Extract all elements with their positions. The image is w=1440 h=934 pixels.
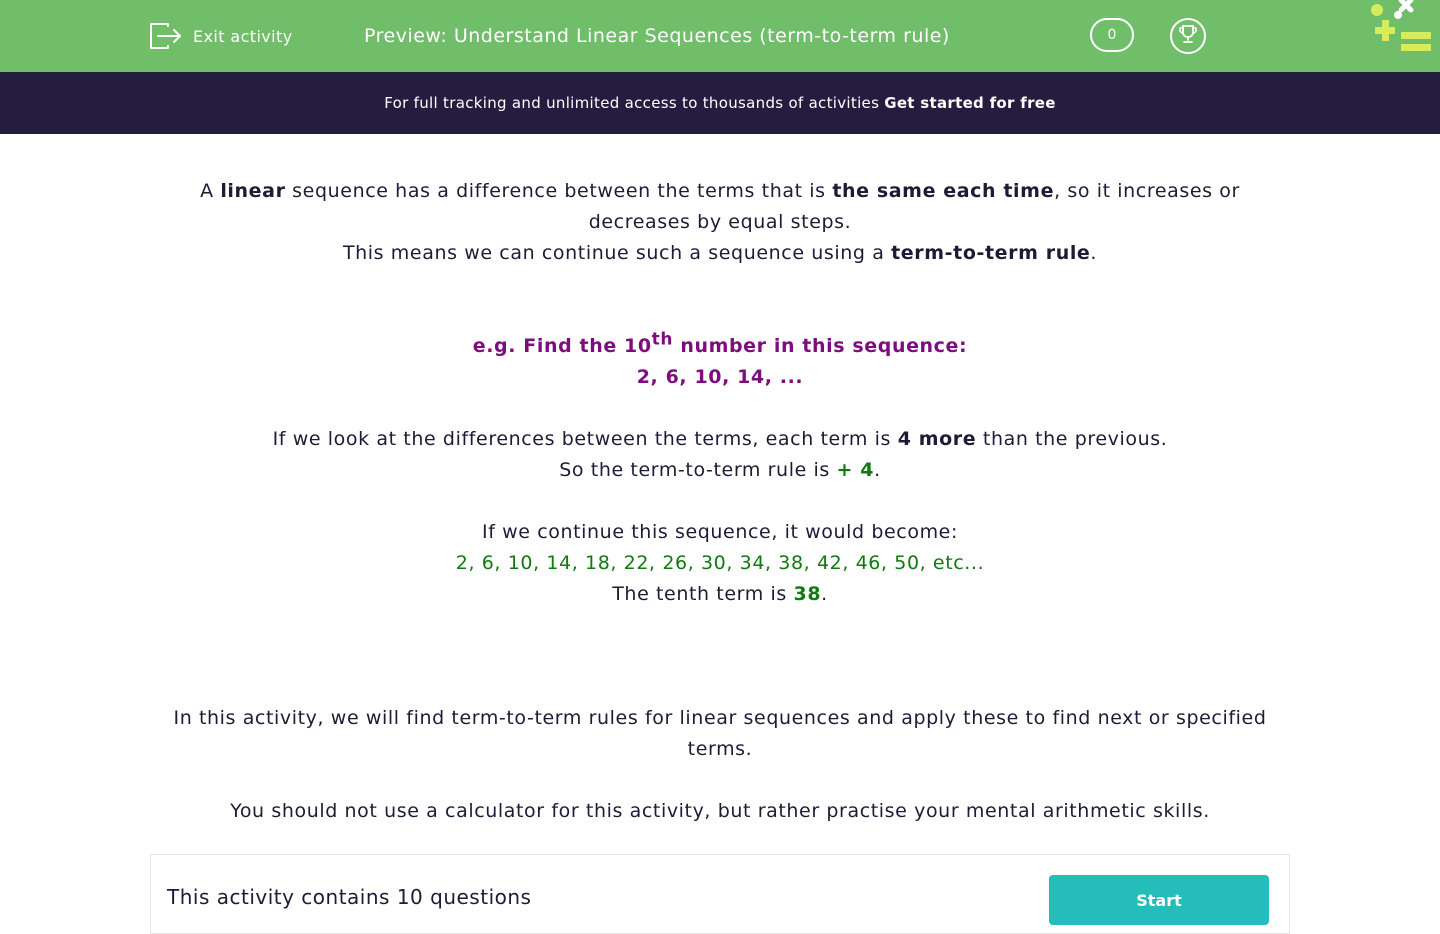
exit-label: Exit activity: [193, 26, 293, 46]
get-started-link[interactable]: Get started for free: [884, 94, 1056, 112]
top-bar: [0, 0, 1440, 72]
trophy-button[interactable]: [1170, 18, 1206, 54]
differences-explanation: If we look at the differences between the terms, each term is 4 more than the previous.: [272, 428, 1168, 450]
example-sequence: 2, 6, 10, 14, ...: [636, 366, 804, 388]
exit-icon: [149, 21, 183, 51]
intro-content: [150, 176, 1290, 827]
continued-sequence: 2, 6, 10, 14, 18, 22, 26, 30, 34, 38, 42, 46, 50, etc...: [455, 552, 985, 574]
same-each-time-term: the same each time: [832, 180, 1055, 202]
score-badge: 0: [1090, 18, 1134, 52]
continue-text: If we continue this sequence, it would become:: [482, 521, 958, 543]
rule-value: + 4: [836, 459, 875, 481]
promo-banner: [0, 72, 1440, 134]
banner-text: For full tracking and unlimited access to thousands of activities: [384, 94, 880, 112]
activity-card: [150, 854, 1290, 934]
tenth-term-value: 38: [793, 583, 822, 605]
intro-paragraph-1: A linear sequence has a difference between the terms that is the same each time, so it increases or decreases by equal steps.: [200, 180, 1240, 233]
question-count-text: This activity contains 10 questions: [167, 885, 532, 909]
intro-paragraph-2: This means we can continue such a sequence using a term-to-term rule.: [342, 242, 1098, 264]
trophy-icon: [1177, 23, 1199, 49]
activity-description: In this activity, we will find term-to-term rules for linear sequences and apply these to find next or specified terms.: [173, 707, 1267, 760]
rule-statement: So the term-to-term rule is + 4.: [559, 459, 881, 481]
start-button[interactable]: Start: [1049, 875, 1269, 925]
calculator-note: You should not use a calculator for this activity, but rather practise your mental arithmetic skills.: [230, 800, 1210, 822]
linear-term: linear: [220, 180, 286, 202]
example-question: e.g. Find the 10th number in this sequence:: [472, 329, 968, 357]
exit-activity-button[interactable]: [149, 20, 293, 52]
tenth-term-statement: The tenth term is 38.: [612, 583, 828, 605]
brand-logo: [1365, 0, 1440, 60]
activity-title: Preview: Understand Linear Sequences (term-to-term rule): [364, 25, 950, 47]
term-to-term-rule-term: term-to-term rule: [891, 242, 1091, 264]
